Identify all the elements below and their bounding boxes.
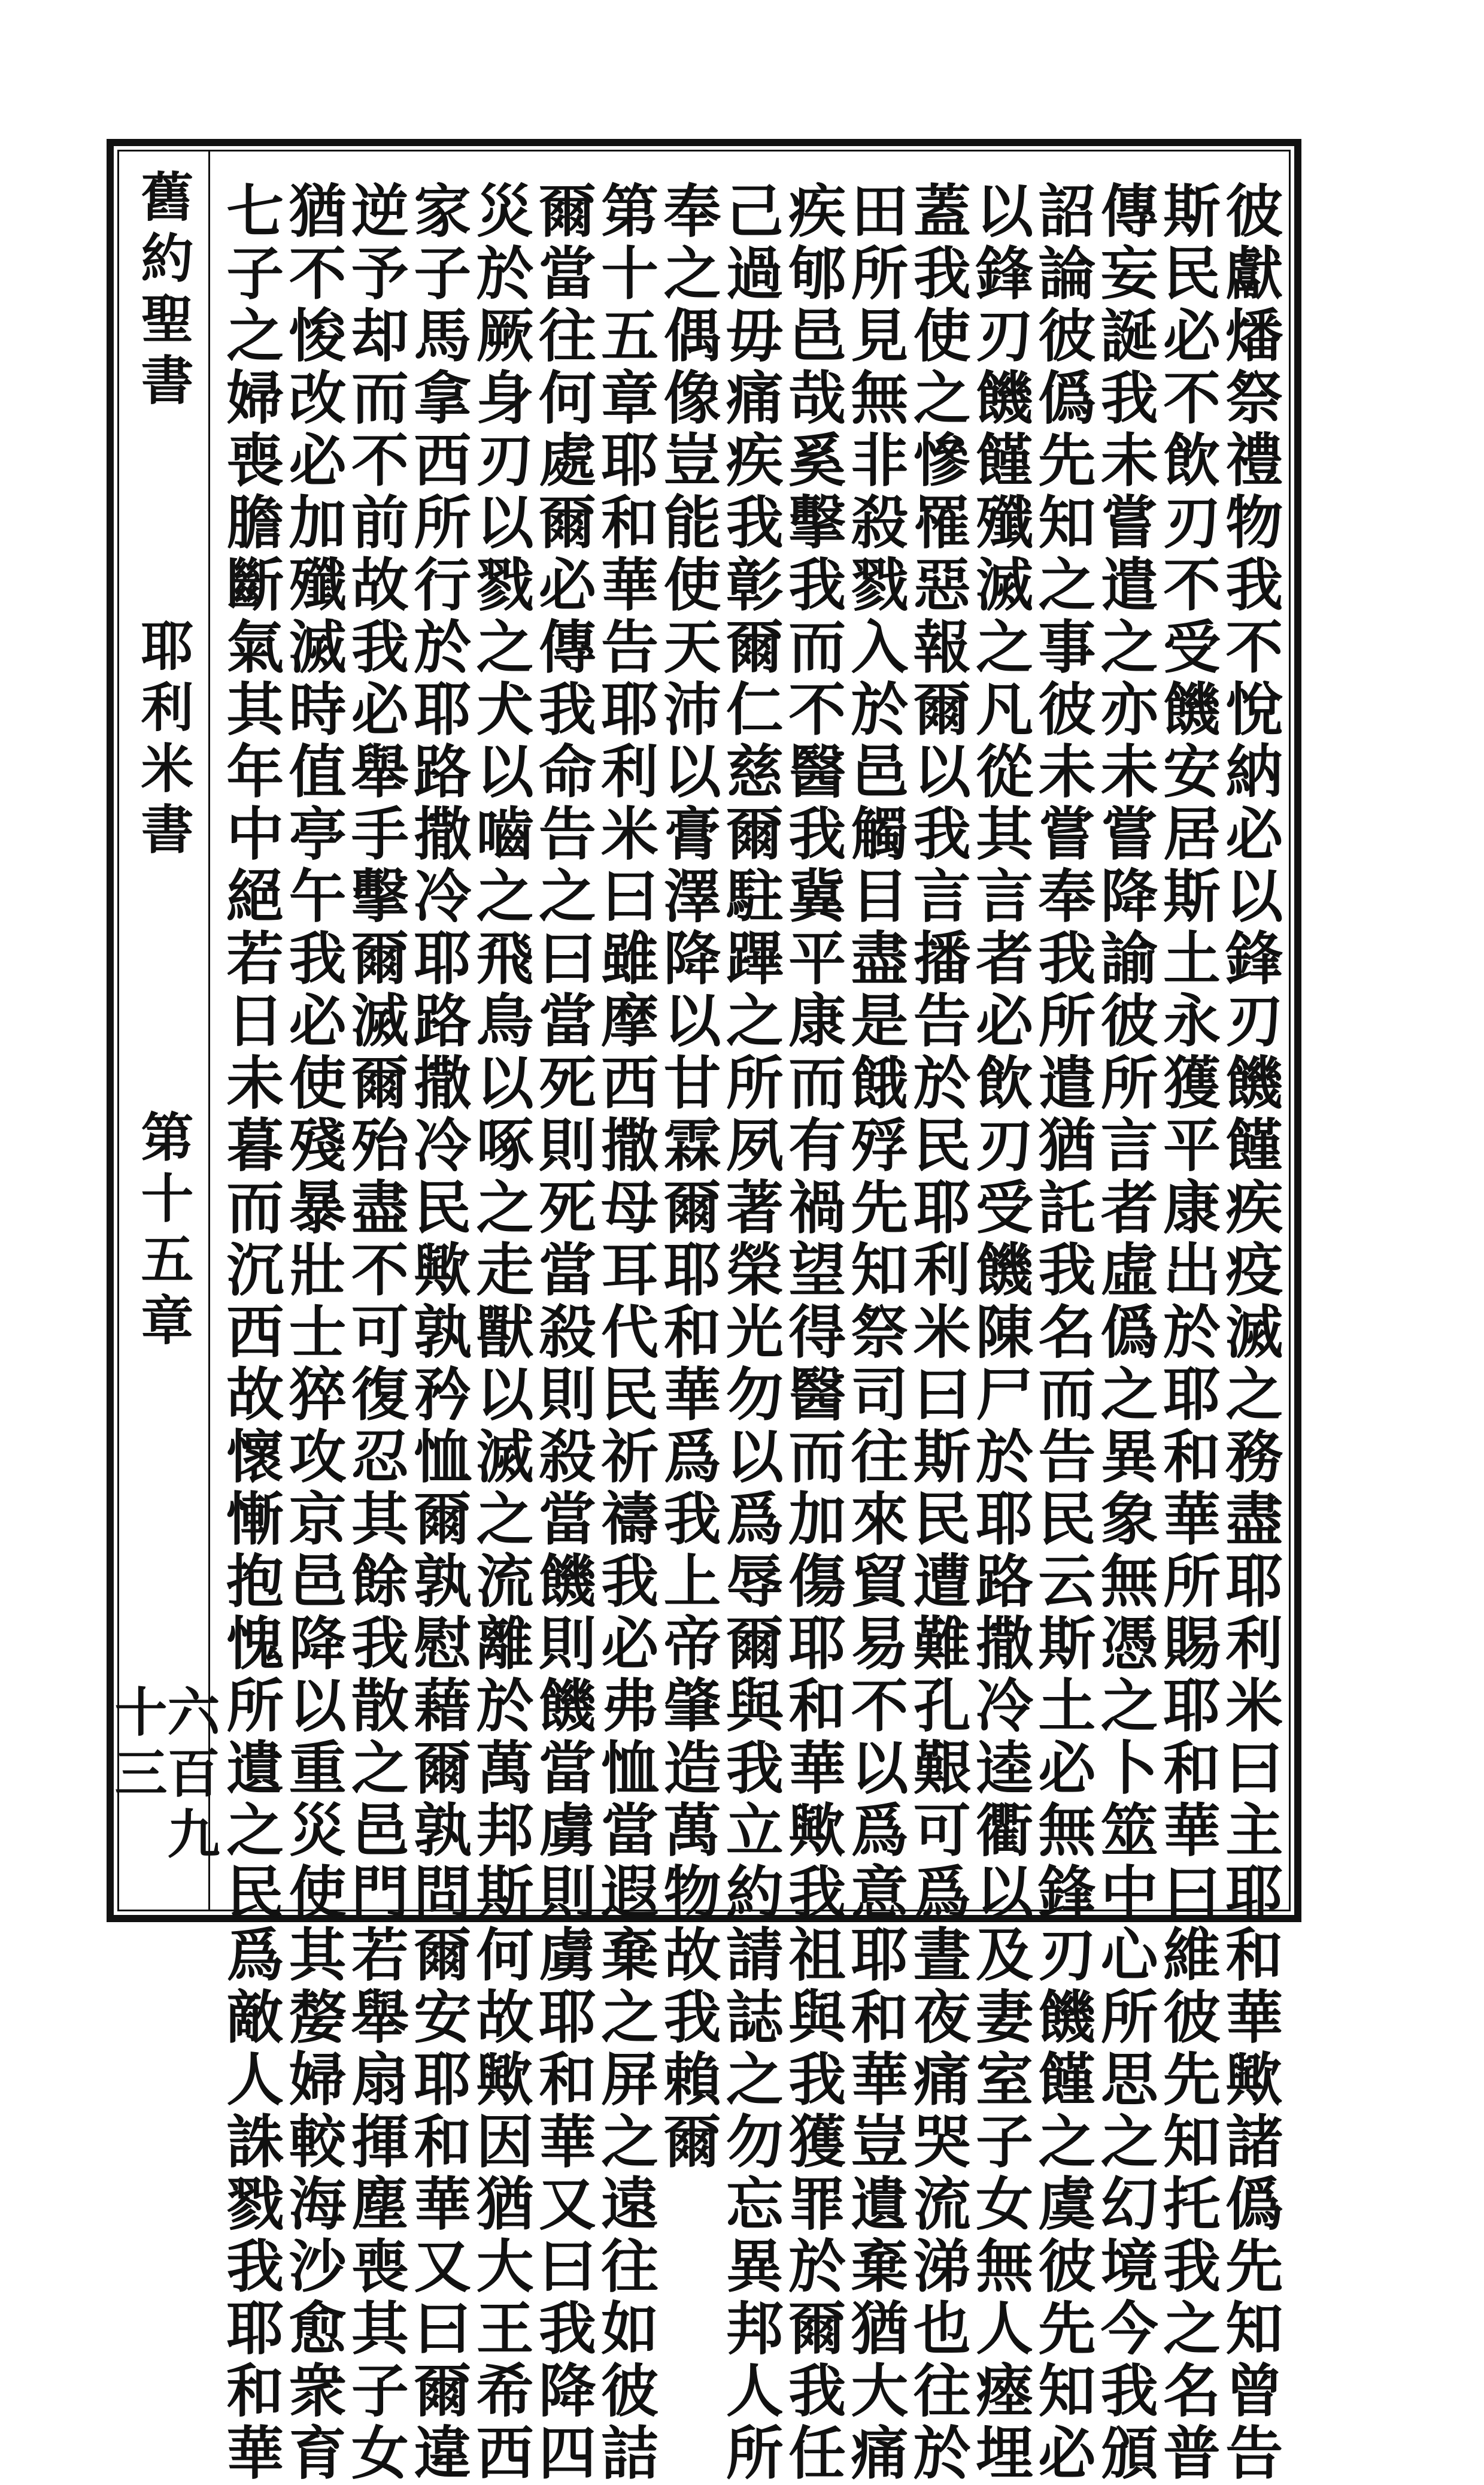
text-column: 災於厥身刃以戮之犬以嚙之飛鳥以啄之走獸以滅之流離於萬邦斯何故歟因猶大王希西 xyxy=(467,181,535,2485)
page-number: 六百九十三 xyxy=(106,1684,221,1868)
text-column: 疾郇邑哉奚擊我而不醫我冀平康而有禍望得醫而加傷耶和華歟我祖與我獲罪於爾我任 xyxy=(779,181,847,2485)
text-column: 田所見無非殺戮入於邑觸目盡是餓殍先知祭司往來貿易不以爲意耶和華豈遺棄猶大痛 xyxy=(841,181,909,2485)
text-column: 以鋒刃饑饉殲滅之凡從其言者必飲刃受饑陳尸於耶路撒冷逵衢以及妻室子女無人瘞埋 xyxy=(966,181,1034,2485)
text-column: 爾當往何處爾必傳我命告之曰當死則死當殺則殺當饑則饑當虜則虜耶和華又曰我降四 xyxy=(529,181,597,2485)
text-column: 七子之婦喪膽斷氣其年中絕若日未暮而沉西故懷慚抱愧所遺之民爲敵人誅戮我耶和華 xyxy=(217,181,285,2485)
running-head-margin xyxy=(106,151,221,1910)
text-column: 家子馬拿西所行於耶路撒冷耶路撒冷民歟孰矜恤爾孰慰藉爾孰問爾安耶和華又曰爾違 xyxy=(404,181,472,2485)
text-column: 第十五章耶和華告耶利米曰雖摩西撒母耳代民祈禱我必弗恤當遐棄之屏之遠往如彼詰 xyxy=(591,181,660,2485)
text-column: 己過毋痛疾我彰爾仁慈爾駐蹕之所夙著榮光勿以爲辱爾與我立約請誌之勿忘異邦人所 xyxy=(717,181,785,2485)
text-column: 傳妄誕我未嘗遣之亦未嘗降諭彼所言者虛僞之異象無憑之卜筮中心所思之幻境今我頒 xyxy=(1091,181,1160,2485)
text-column: 奉之偶像豈能使天沛以膏澤降以甘霖爾耶和華爲我上帝肇造萬物故我賴爾 xyxy=(654,181,722,2174)
text-column: 詔論彼僞先知之事彼未嘗奉我所遣猶託我名而告民云斯土必無鋒刃饑饉之虞彼先知必 xyxy=(1028,181,1097,2485)
main-text xyxy=(216,157,1285,2485)
text-column: 逆予却而不前故我必舉手擊爾滅爾殆盡不可復忍其餘我散之邑門若舉扇揮塵喪其子女 xyxy=(342,181,410,2485)
book-name: 耶利米書 xyxy=(132,619,195,863)
text-column: 彼獻燔祭禮物我不悅納必以鋒刃饑饉疾疫滅之務盡耶利米曰主耶和華歟諸僞先知曾告 xyxy=(1216,181,1284,2485)
text-column: 斯民必不飲刃不受饑安居斯土永獲平康出於耶和華所賜耶和華曰維彼先知托我之名普 xyxy=(1154,181,1222,2485)
book-title: 舊約聖書 xyxy=(132,169,195,414)
text-column: 蓋我使之慘罹惡報爾以我言播告於民耶利米曰斯民遭難孔艱可爲晝夜痛哭流涕也往於 xyxy=(904,181,972,2485)
chapter-label: 第十五章 xyxy=(132,1110,195,1354)
text-column: 猶不悛改必加殲滅時值亭午我必使殘暴壯士猝攻京邑降以重災使其嫠婦較海沙愈衆育 xyxy=(280,181,348,2485)
